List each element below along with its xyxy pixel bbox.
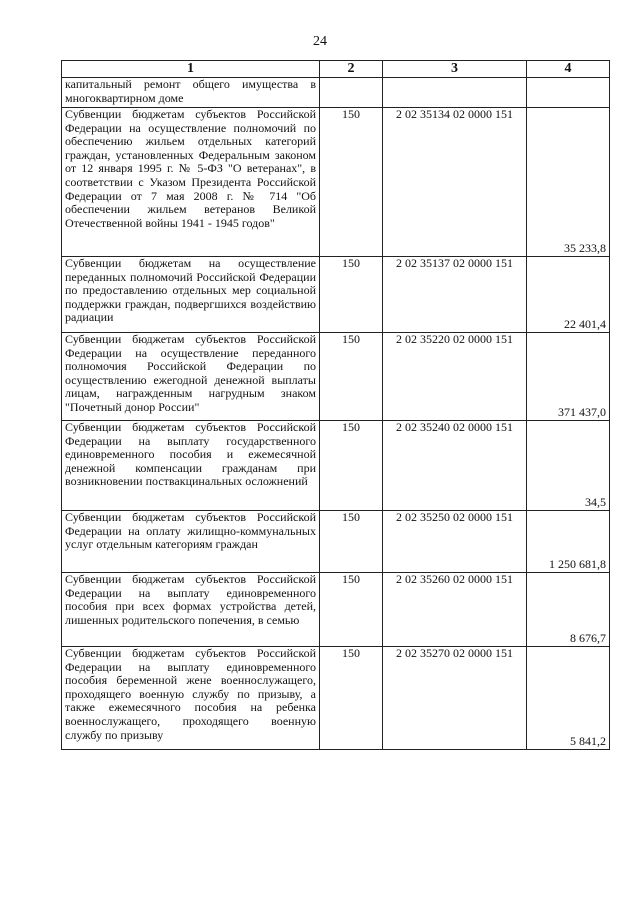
row-name-cell: Субвенции бюджетам на осуществление переданных полномочий Российской Федерации по предоставлению отдельных мер социальной поддержки граждан, подвергшихся воздействию радиации <box>62 257 320 333</box>
budget-table <box>61 60 610 750</box>
row-kbk-cell: 2 02 35137 02 0000 151 <box>383 257 527 333</box>
row-kbk-cell: 2 02 35250 02 0000 151 <box>383 511 527 573</box>
row-kbk-cell: 2 02 35134 02 0000 151 <box>383 108 527 257</box>
row-kbk-cell: 2 02 35240 02 0000 151 <box>383 421 527 511</box>
row-code-cell: 150 <box>320 573 383 647</box>
row-name-cell: Субвенции бюджетам субъектов Российской Федерации на выплату государственного единовременного пособия и ежемесячной денежной компенсации гражданам при возникновении поствакцинальных осложнений <box>62 421 320 511</box>
table-row <box>62 333 610 421</box>
row-name-cell: Субвенции бюджетам субъектов Российской Федерации на оплату жилищно-коммунальных услуг отдельным категориям граждан <box>62 511 320 573</box>
row-kbk-cell: 2 02 35260 02 0000 151 <box>383 573 527 647</box>
row-name-cell: Субвенции бюджетам субъектов Российской Федерации на осуществление переданного полномочия Российской Федерации по осуществлению ежегодной денежной выплаты лицам, награжденным нагрудным знаком "Почетный донор России" <box>62 333 320 421</box>
column-header-3: 3 <box>383 61 527 78</box>
row-code-cell: 150 <box>320 257 383 333</box>
row-name-cell: Субвенции бюджетам субъектов Российской Федерации на выплату единовременного пособия беременной жене военнослужащего, проходящего военную службу по призыву, а также ежемесячного пособия на ребенка военнослужащего, проходящего военную службу по призыву <box>62 647 320 750</box>
table-row <box>62 511 610 573</box>
row-kbk-cell: 2 02 35220 02 0000 151 <box>383 333 527 421</box>
row-sum-cell: 1 250 681,8 <box>527 511 610 573</box>
page-number: 24 <box>313 34 327 49</box>
table-row <box>62 647 610 750</box>
row-kbk-cell: 2 02 35270 02 0000 151 <box>383 647 527 750</box>
row-name-cell: Субвенции бюджетам субъектов Российской Федерации на осуществление полномочий по обеспечению жильем отдельных категорий граждан, установленных Федеральным законом от 12 января 1995 г. № 5-ФЗ "О ветеранах", в соответствии с Указом Президента Российской Федерации от 7 мая 2008 г. № 714 "Об обеспечении жильем ветеранов Великой Отечественной войны 1941 - 1945 годов" <box>62 108 320 257</box>
row-sum-cell: 371 437,0 <box>527 333 610 421</box>
row-kbk-cell <box>383 78 527 108</box>
row-sum-cell <box>527 78 610 108</box>
column-header-2: 2 <box>320 61 383 78</box>
table-row <box>62 108 610 257</box>
table-row <box>62 421 610 511</box>
row-code-cell: 150 <box>320 108 383 257</box>
column-header-1: 1 <box>62 61 320 78</box>
row-code-cell: 150 <box>320 647 383 750</box>
column-header-4: 4 <box>527 61 610 78</box>
row-code-cell: 150 <box>320 511 383 573</box>
row-sum-cell: 34,5 <box>527 421 610 511</box>
row-name-cell: капитальный ремонт общего имущества в многоквартирном доме <box>62 78 320 108</box>
row-name-cell: Субвенции бюджетам субъектов Российской Федерации на выплату единовременного пособия при всех формах устройства детей, лишенных родительского попечения, в семью <box>62 573 320 647</box>
table-row <box>62 78 610 108</box>
row-code-cell: 150 <box>320 421 383 511</box>
row-sum-cell: 35 233,8 <box>527 108 610 257</box>
table-row <box>62 257 610 333</box>
row-code-cell: 150 <box>320 333 383 421</box>
table-row <box>62 573 610 647</box>
row-sum-cell: 22 401,4 <box>527 257 610 333</box>
row-sum-cell: 8 676,7 <box>527 573 610 647</box>
table-header-row <box>62 61 610 78</box>
row-code-cell <box>320 78 383 108</box>
row-sum-cell: 5 841,2 <box>527 647 610 750</box>
